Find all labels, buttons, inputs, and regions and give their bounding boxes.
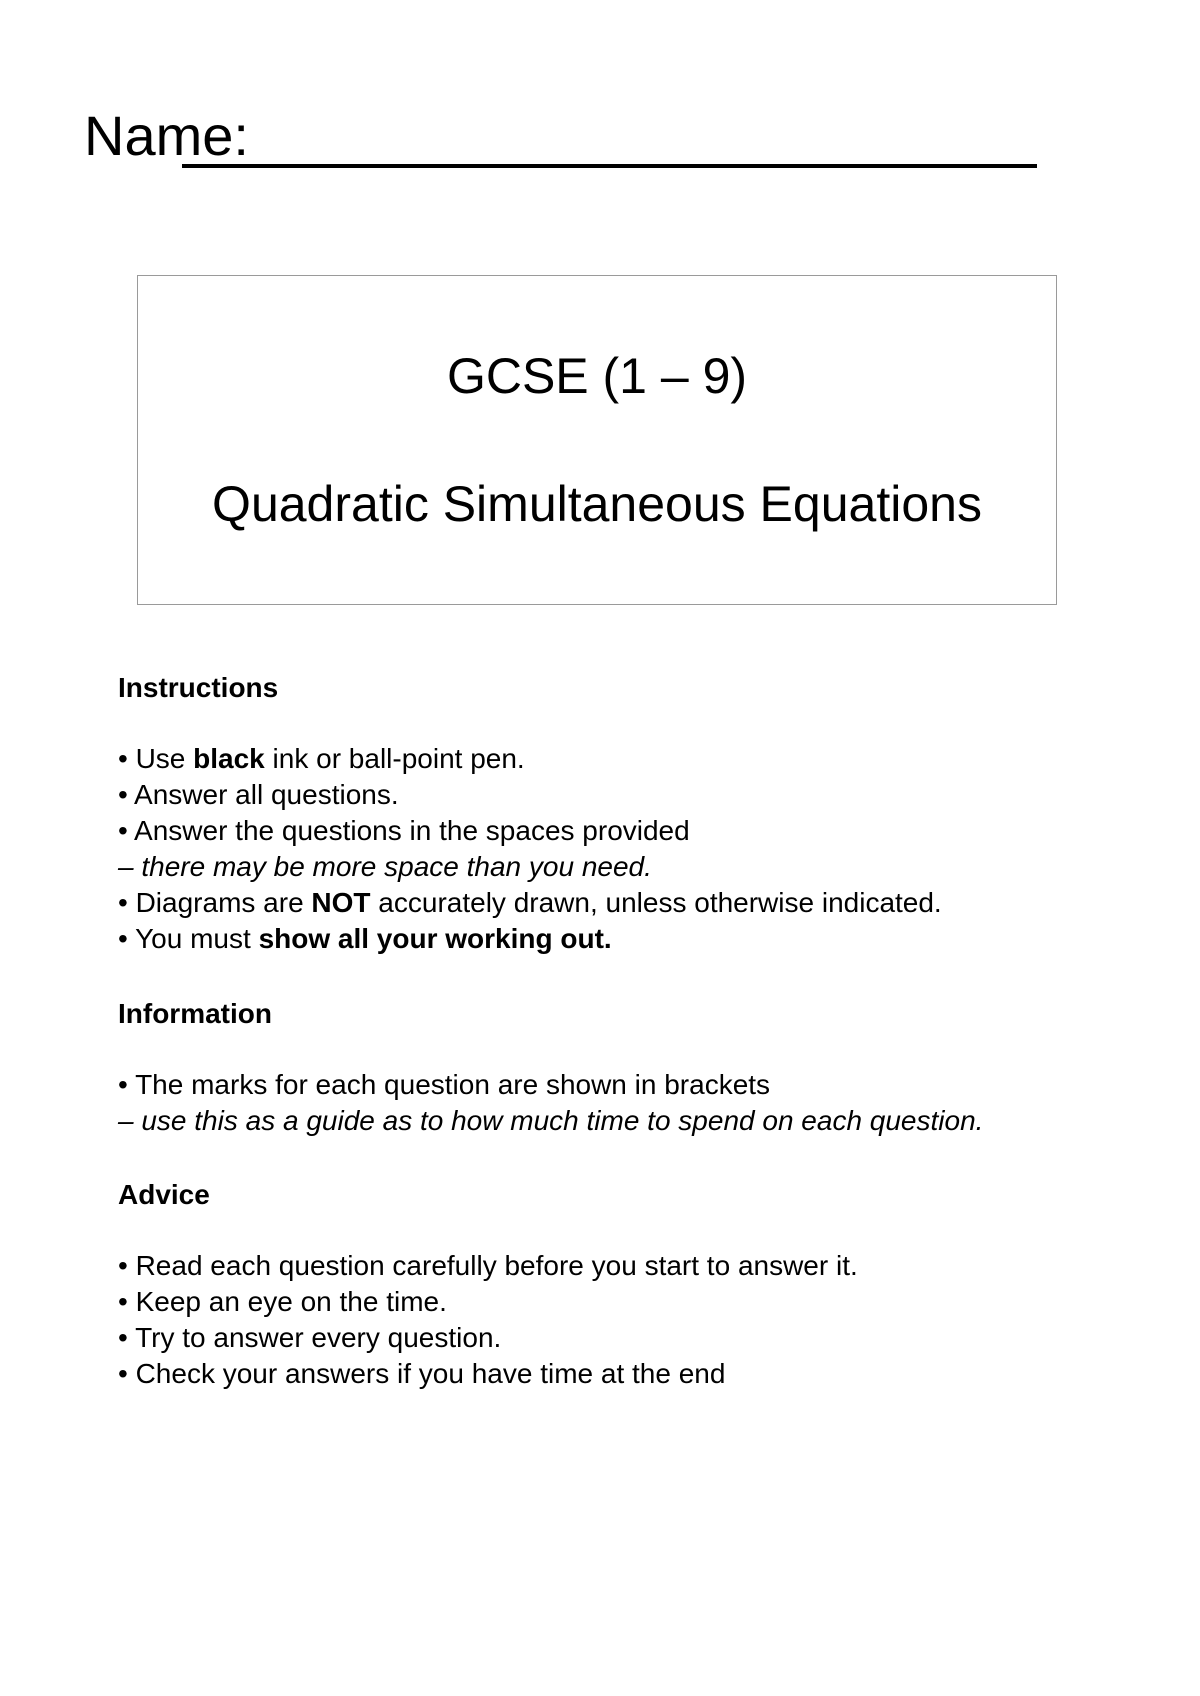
information-item: • The marks for each question are shown in brackets bbox=[118, 1069, 771, 1100]
instruction-text: • Use bbox=[118, 743, 194, 774]
advice-item: • Check your answers if you have time at the end bbox=[118, 1358, 726, 1389]
instructions-section bbox=[118, 670, 1168, 957]
advice-item: • Try to answer every question. bbox=[118, 1322, 502, 1353]
topic-title: Quadratic Simultaneous Equations bbox=[212, 476, 982, 532]
information-heading: Information bbox=[118, 998, 272, 1029]
advice-heading: Advice bbox=[118, 1179, 210, 1210]
instruction-emphasis: black bbox=[193, 743, 265, 774]
instruction-emphasis: show all your working out. bbox=[258, 923, 612, 954]
instruction-item bbox=[118, 921, 1168, 957]
title-box bbox=[137, 275, 1057, 605]
exam-level: GCSE (1 – 9) bbox=[446, 348, 748, 404]
name-label: Name: bbox=[84, 104, 249, 167]
instruction-item bbox=[118, 885, 1168, 921]
instructions-heading: Instructions bbox=[118, 672, 279, 703]
information-item-continuation: – use this as a guide as to how much time to spend on each question. bbox=[118, 1105, 984, 1136]
instruction-item: • Answer the questions in the spaces provided bbox=[118, 815, 690, 846]
advice-section bbox=[118, 1177, 1168, 1392]
name-row bbox=[84, 100, 1124, 180]
instruction-text: ink or ball-point pen. bbox=[264, 743, 525, 774]
instruction-text: accurately drawn, unless otherwise indicated. bbox=[370, 887, 942, 918]
instruction-emphasis: NOT bbox=[311, 887, 371, 918]
instruction-item-continuation: – there may be more space than you need. bbox=[118, 851, 652, 882]
instruction-text: • Diagrams are bbox=[118, 887, 312, 918]
advice-item: • Read each question carefully before you start to answer it. bbox=[118, 1250, 858, 1281]
name-write-line[interactable] bbox=[182, 164, 1037, 168]
instruction-item bbox=[118, 741, 1168, 777]
instruction-item: • Answer all questions. bbox=[118, 779, 399, 810]
advice-item: • Keep an eye on the time. bbox=[118, 1286, 447, 1317]
instruction-text: • You must bbox=[118, 923, 259, 954]
information-section bbox=[118, 996, 1168, 1139]
